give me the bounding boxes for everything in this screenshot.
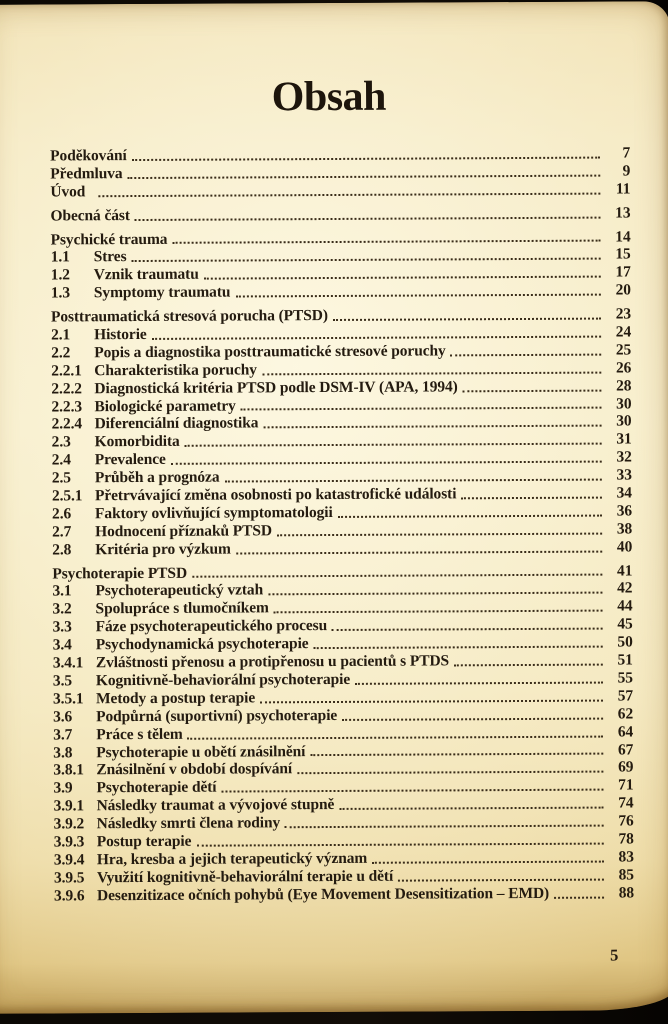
toc-entry [50, 204, 630, 225]
entry-page-number: 55 [617, 669, 633, 687]
entry-page-number: 69 [618, 758, 634, 776]
entry-number: 3.4 [52, 636, 72, 654]
entry-page-number: 50 [617, 633, 633, 651]
entry-page-number: 62 [617, 705, 634, 723]
entry-title: Psychoterapie u obětí znásilnění [96, 742, 306, 761]
entry-number: 2.4 [51, 451, 71, 469]
entry-page-number: 45 [617, 615, 633, 633]
dot-leader [338, 514, 602, 517]
entry-title: Fáze psychoterapeutického procesu [95, 617, 328, 636]
entry-number: 3.4.1 [52, 654, 84, 672]
dot-leader [224, 479, 601, 483]
entry-title: Následky smrti člena rodiny [96, 814, 281, 833]
entry-title: Psychické trauma [50, 230, 168, 249]
entry-title: Průběh a prognóza [94, 468, 220, 487]
dot-leader [285, 825, 604, 829]
entry-page-number: 42 [617, 579, 633, 597]
dot-leader [339, 807, 603, 810]
dot-leader [188, 735, 604, 739]
entry-page-number: 44 [617, 597, 633, 615]
entry-page-number: 23 [615, 305, 632, 323]
entry-page-number: 30 [616, 412, 632, 430]
entry-title: Stres [93, 248, 127, 266]
entry-title: Vznik traumatu [93, 266, 199, 284]
entry-title: Kritéria pro výzkum [95, 540, 231, 558]
entry-title: Kognitivně-behaviorální psychoterapie [95, 670, 351, 690]
entry-page-number: 67 [617, 740, 634, 759]
entry-title: Historie [94, 325, 147, 344]
entry-title: Zvláštnosti přenosu a protipřenosu u pacientů s PTDS [95, 652, 450, 672]
entry-page-number: 71 [618, 776, 634, 794]
dot-leader [235, 294, 600, 298]
entry-number: 3.9.4 [53, 851, 85, 869]
entry-number: 2.5.1 [51, 487, 83, 505]
entry-page-number: 38 [616, 520, 633, 538]
dot-leader [192, 574, 602, 578]
entry-number: 3.9.5 [53, 869, 85, 887]
page-number: 5 [610, 945, 619, 965]
entry-page-number: 88 [618, 884, 635, 902]
entry-title: Biologické parametry [94, 397, 236, 415]
dot-leader [277, 532, 602, 536]
entry-page-number: 32 [616, 448, 632, 466]
entry-page-number: 57 [617, 687, 634, 705]
entry-page-number: 7 [622, 144, 631, 162]
entry-page-number: 51 [617, 651, 633, 669]
entry-title: Úvod [50, 183, 86, 201]
entry-page-number: 78 [618, 830, 634, 848]
entry-title: Komorbidita [94, 433, 180, 451]
entry-number: 3.9 [53, 779, 73, 797]
entry-title: Spolupráce s tlumočníkem [95, 599, 269, 618]
dot-leader [172, 240, 600, 244]
entry-number: 2.3 [51, 433, 71, 451]
entry-page-number: 31 [616, 430, 632, 448]
entry-page-number: 76 [618, 812, 634, 830]
dot-leader [310, 753, 603, 757]
entry-title: Poděkování [50, 147, 127, 165]
dot-leader [461, 497, 602, 500]
entry-number: 2.6 [51, 505, 72, 523]
entry-title: Hra, kresba a jejich terapeutický význam [96, 849, 368, 869]
entry-title: Následky traumat a vývojové stupně [96, 796, 335, 815]
entry-title: Podpůrná (suportivní) psychoterapie [96, 706, 338, 725]
dot-leader [451, 353, 602, 356]
entry-page-number: 20 [615, 281, 631, 299]
dot-leader [204, 276, 601, 280]
entry-number: 3.2 [52, 600, 72, 618]
toc-entry [52, 538, 632, 559]
entry-number: 3.5.1 [52, 690, 84, 708]
entry-title: Posttraumatická stresová porucha (PTSD) [50, 307, 328, 326]
entry-number: 2.2 [51, 344, 71, 362]
entry-title: Prevalence [94, 451, 166, 469]
entry-title: Diferenciální diagnostika [94, 414, 259, 433]
entry-title: Diagnostická kritéria PTSD podle DSM-IV (APA, 1994) [94, 378, 458, 397]
entry-title: Psychoterapeutický vztah [95, 581, 264, 600]
entry-title: Využití kognitivně-behaviorální terapie u dětí [96, 867, 394, 886]
entry-title: Znásilnění v období dospívání [96, 760, 293, 779]
dot-leader [128, 174, 601, 178]
entry-page-number: 74 [618, 794, 634, 812]
entry-title: Charakteristika poruchy [94, 361, 257, 380]
dot-leader [463, 389, 602, 392]
entry-page-number: 17 [615, 263, 631, 281]
dot-leader [454, 664, 603, 667]
entry-title: Popis a diagnostika posttraumatické stresové poruchy [94, 342, 446, 362]
dot-leader [297, 771, 603, 775]
entry-number: 3.5 [52, 672, 73, 690]
entry-number: 3.1 [52, 582, 72, 600]
dot-leader [222, 789, 604, 793]
dot-leader [355, 681, 603, 684]
entry-number: 3.9.2 [53, 815, 85, 833]
entry-title: Hodnocení příznaků PTSD [95, 522, 273, 541]
page-title: Obsah [271, 73, 387, 121]
entry-page-number: 14 [615, 227, 631, 246]
entry-number: 2.1 [51, 326, 71, 344]
entry-title: Desenzitizace očních pohybů (Eye Movement Desensitization – EMD) [96, 884, 550, 904]
entry-title: Přetrvávající změna osobnosti po katastrofické události [94, 485, 457, 505]
entry-number: 3.9.1 [53, 797, 85, 815]
toc-entry [54, 884, 634, 905]
entry-number: 1.3 [50, 284, 70, 302]
entry-page-number: 64 [617, 723, 634, 741]
toc-entry [50, 180, 630, 201]
entry-number: 2.2.3 [51, 397, 83, 416]
entry-page-number: 40 [616, 538, 633, 556]
entry-number: 3.8.1 [53, 761, 84, 779]
book-page [0, 1, 668, 1014]
entry-page-number: 26 [615, 359, 632, 377]
entry-number: 2.5 [51, 469, 71, 487]
dot-leader [333, 318, 601, 321]
entry-page-number: 9 [622, 162, 631, 180]
entry-page-number: 28 [616, 377, 632, 395]
dot-leader [241, 407, 602, 411]
entry-title: Práce s tělem [96, 725, 183, 743]
entry-page-number: 34 [616, 484, 632, 502]
dot-leader [342, 717, 603, 720]
dot-leader [372, 860, 604, 863]
entry-title: Psychodynamická psychoterapie [95, 635, 309, 654]
dot-leader [262, 371, 601, 375]
dot-leader [274, 610, 603, 614]
entry-title: Psychoterapie PTSD [52, 564, 188, 583]
dot-leader [132, 156, 600, 160]
entry-page-number: 24 [615, 323, 632, 341]
dot-leader [260, 699, 603, 703]
entry-number: 3.3 [52, 618, 72, 636]
entry-number: 3.6 [53, 708, 73, 726]
entry-title: Symptomy traumatu [93, 283, 231, 302]
entry-number: 3.7 [53, 725, 73, 744]
entry-page-number: 25 [615, 341, 632, 359]
entry-page-number: 41 [616, 562, 633, 580]
dot-leader [185, 443, 602, 447]
entry-number: 3.9.3 [53, 833, 85, 851]
entry-page-number: 36 [616, 502, 633, 520]
entry-title: Faktory ovlivňující symptomatologii [94, 503, 333, 523]
table-of-contents [0, 144, 668, 905]
dot-leader [236, 550, 602, 554]
entry-title: Psychoterapie dětí [96, 778, 217, 797]
entry-page-number: 30 [616, 395, 632, 413]
toc-entry [51, 282, 631, 303]
dot-leader [314, 646, 603, 650]
entry-page-number: 11 [615, 180, 631, 198]
dot-leader [132, 258, 601, 262]
dot-leader [398, 878, 604, 881]
entry-number: 2.7 [52, 523, 72, 541]
entry-title: Postup terapie [96, 832, 192, 851]
dot-leader [268, 592, 602, 596]
entry-page-number: 33 [616, 466, 632, 484]
entry-page-number: 85 [618, 866, 634, 884]
entry-number: 2.2.4 [51, 415, 83, 433]
dot-leader [196, 842, 603, 846]
dot-leader [152, 335, 601, 339]
entry-number: 2.8 [52, 541, 72, 559]
entry-number: 2.2.2 [51, 379, 82, 398]
dot-leader [554, 896, 604, 898]
entry-page-number: 83 [618, 848, 634, 866]
entry-number: 1.1 [50, 248, 70, 266]
dot-leader [171, 461, 602, 465]
entry-number: 3.8 [53, 743, 73, 761]
entry-number: 1.2 [50, 266, 70, 284]
entry-title: Obecná část [50, 206, 130, 225]
dot-leader [332, 628, 603, 631]
entry-title: Předmluva [50, 164, 123, 183]
entry-number: 3.9.6 [53, 886, 85, 905]
dot-leader [263, 425, 601, 429]
entry-title: Metody a postup terapie [95, 689, 256, 708]
entry-number: 2.2.1 [51, 362, 82, 380]
dot-leader [135, 216, 601, 220]
entry-page-number: 15 [615, 245, 631, 263]
dot-leader [98, 192, 600, 197]
entry-page-number: 13 [615, 204, 631, 222]
